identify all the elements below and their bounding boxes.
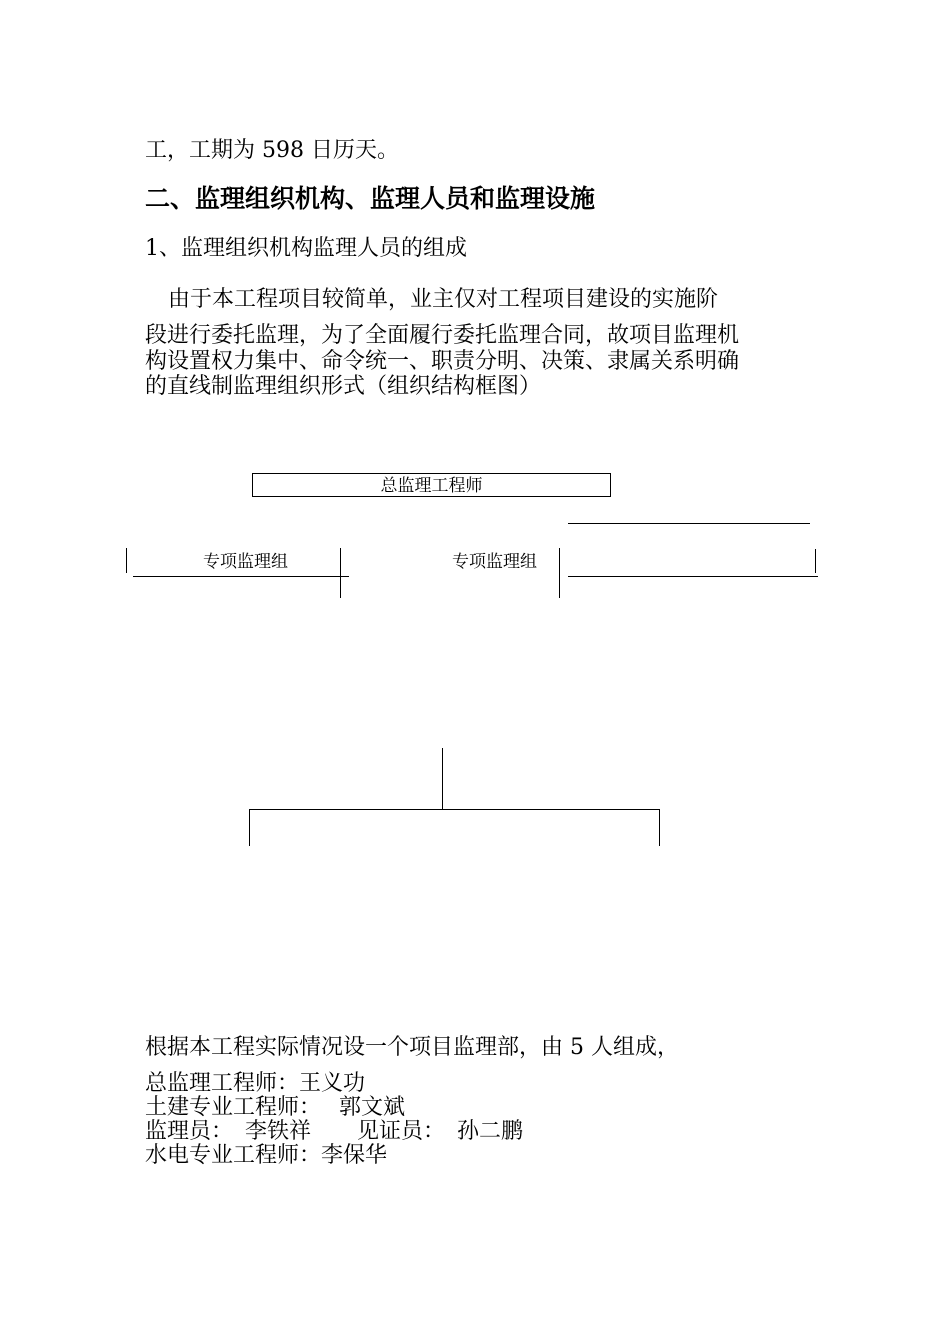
org-connector-line (340, 548, 341, 598)
staff-list (145, 1072, 523, 1168)
staff-name: 郭文斌 (339, 1095, 406, 1120)
staff-label: 监理员： (145, 1119, 234, 1144)
org-connector-line (442, 748, 443, 809)
intro-paragraph-line-2: 段进行委托监理，为了全面履行委托监理合同，故项目监理机 (145, 323, 740, 348)
staff-name: 李铁祥 (245, 1119, 312, 1144)
staff-row-supervisor (145, 1120, 523, 1144)
staff-name: 王义功 (299, 1071, 366, 1096)
intro-paragraph-line-3: 构设置权力集中、命令统一、职责分明、决策、隶属关系明确 (145, 349, 740, 374)
continuation-line: 工，工期为 598 日历天。 (145, 138, 399, 163)
org-top-box-label: 总监理工程师 (380, 476, 483, 496)
org-connector-line (249, 809, 250, 846)
org-connector-line (133, 576, 349, 577)
staff-label: 见证员： (357, 1119, 446, 1144)
staff-row-civil (145, 1096, 523, 1120)
org-connector-line (126, 548, 127, 573)
org-connector-line (815, 549, 816, 573)
intro-paragraph-line-1: 由于本工程项目较简单，业主仅对工程项目建设的实施阶 (168, 287, 719, 312)
org-connector-line (568, 523, 810, 524)
subsection-heading: 1、监理组织机构监理人员的组成 (145, 236, 467, 261)
intro-paragraph-line-4: 的直线制监理组织形式（组织结构框图） (145, 374, 542, 399)
staff-label: 水电专业工程师： (145, 1143, 322, 1168)
section-heading: 二、监理组织机构、监理人员和监理设施 (145, 184, 596, 213)
staff-label: 土建专业工程师： (145, 1095, 322, 1120)
staff-label: 总监理工程师： (145, 1071, 300, 1096)
staff-name: 孙二鹏 (457, 1119, 524, 1144)
staffing-summary: 根据本工程实际情况设一个项目监理部，由 5 人组成， (145, 1035, 679, 1060)
org-connector-line (249, 809, 660, 810)
org-connector-line (559, 548, 560, 598)
org-top-box (252, 473, 611, 497)
org-connector-line (659, 809, 660, 846)
org-left-group-label: 专项监理组 (203, 552, 288, 572)
org-connector-line (568, 576, 818, 577)
staff-name: 李保华 (321, 1143, 388, 1168)
org-right-group-label: 专项监理组 (452, 552, 537, 572)
staff-row-mep (145, 1144, 523, 1168)
staff-row-chief (145, 1072, 523, 1096)
